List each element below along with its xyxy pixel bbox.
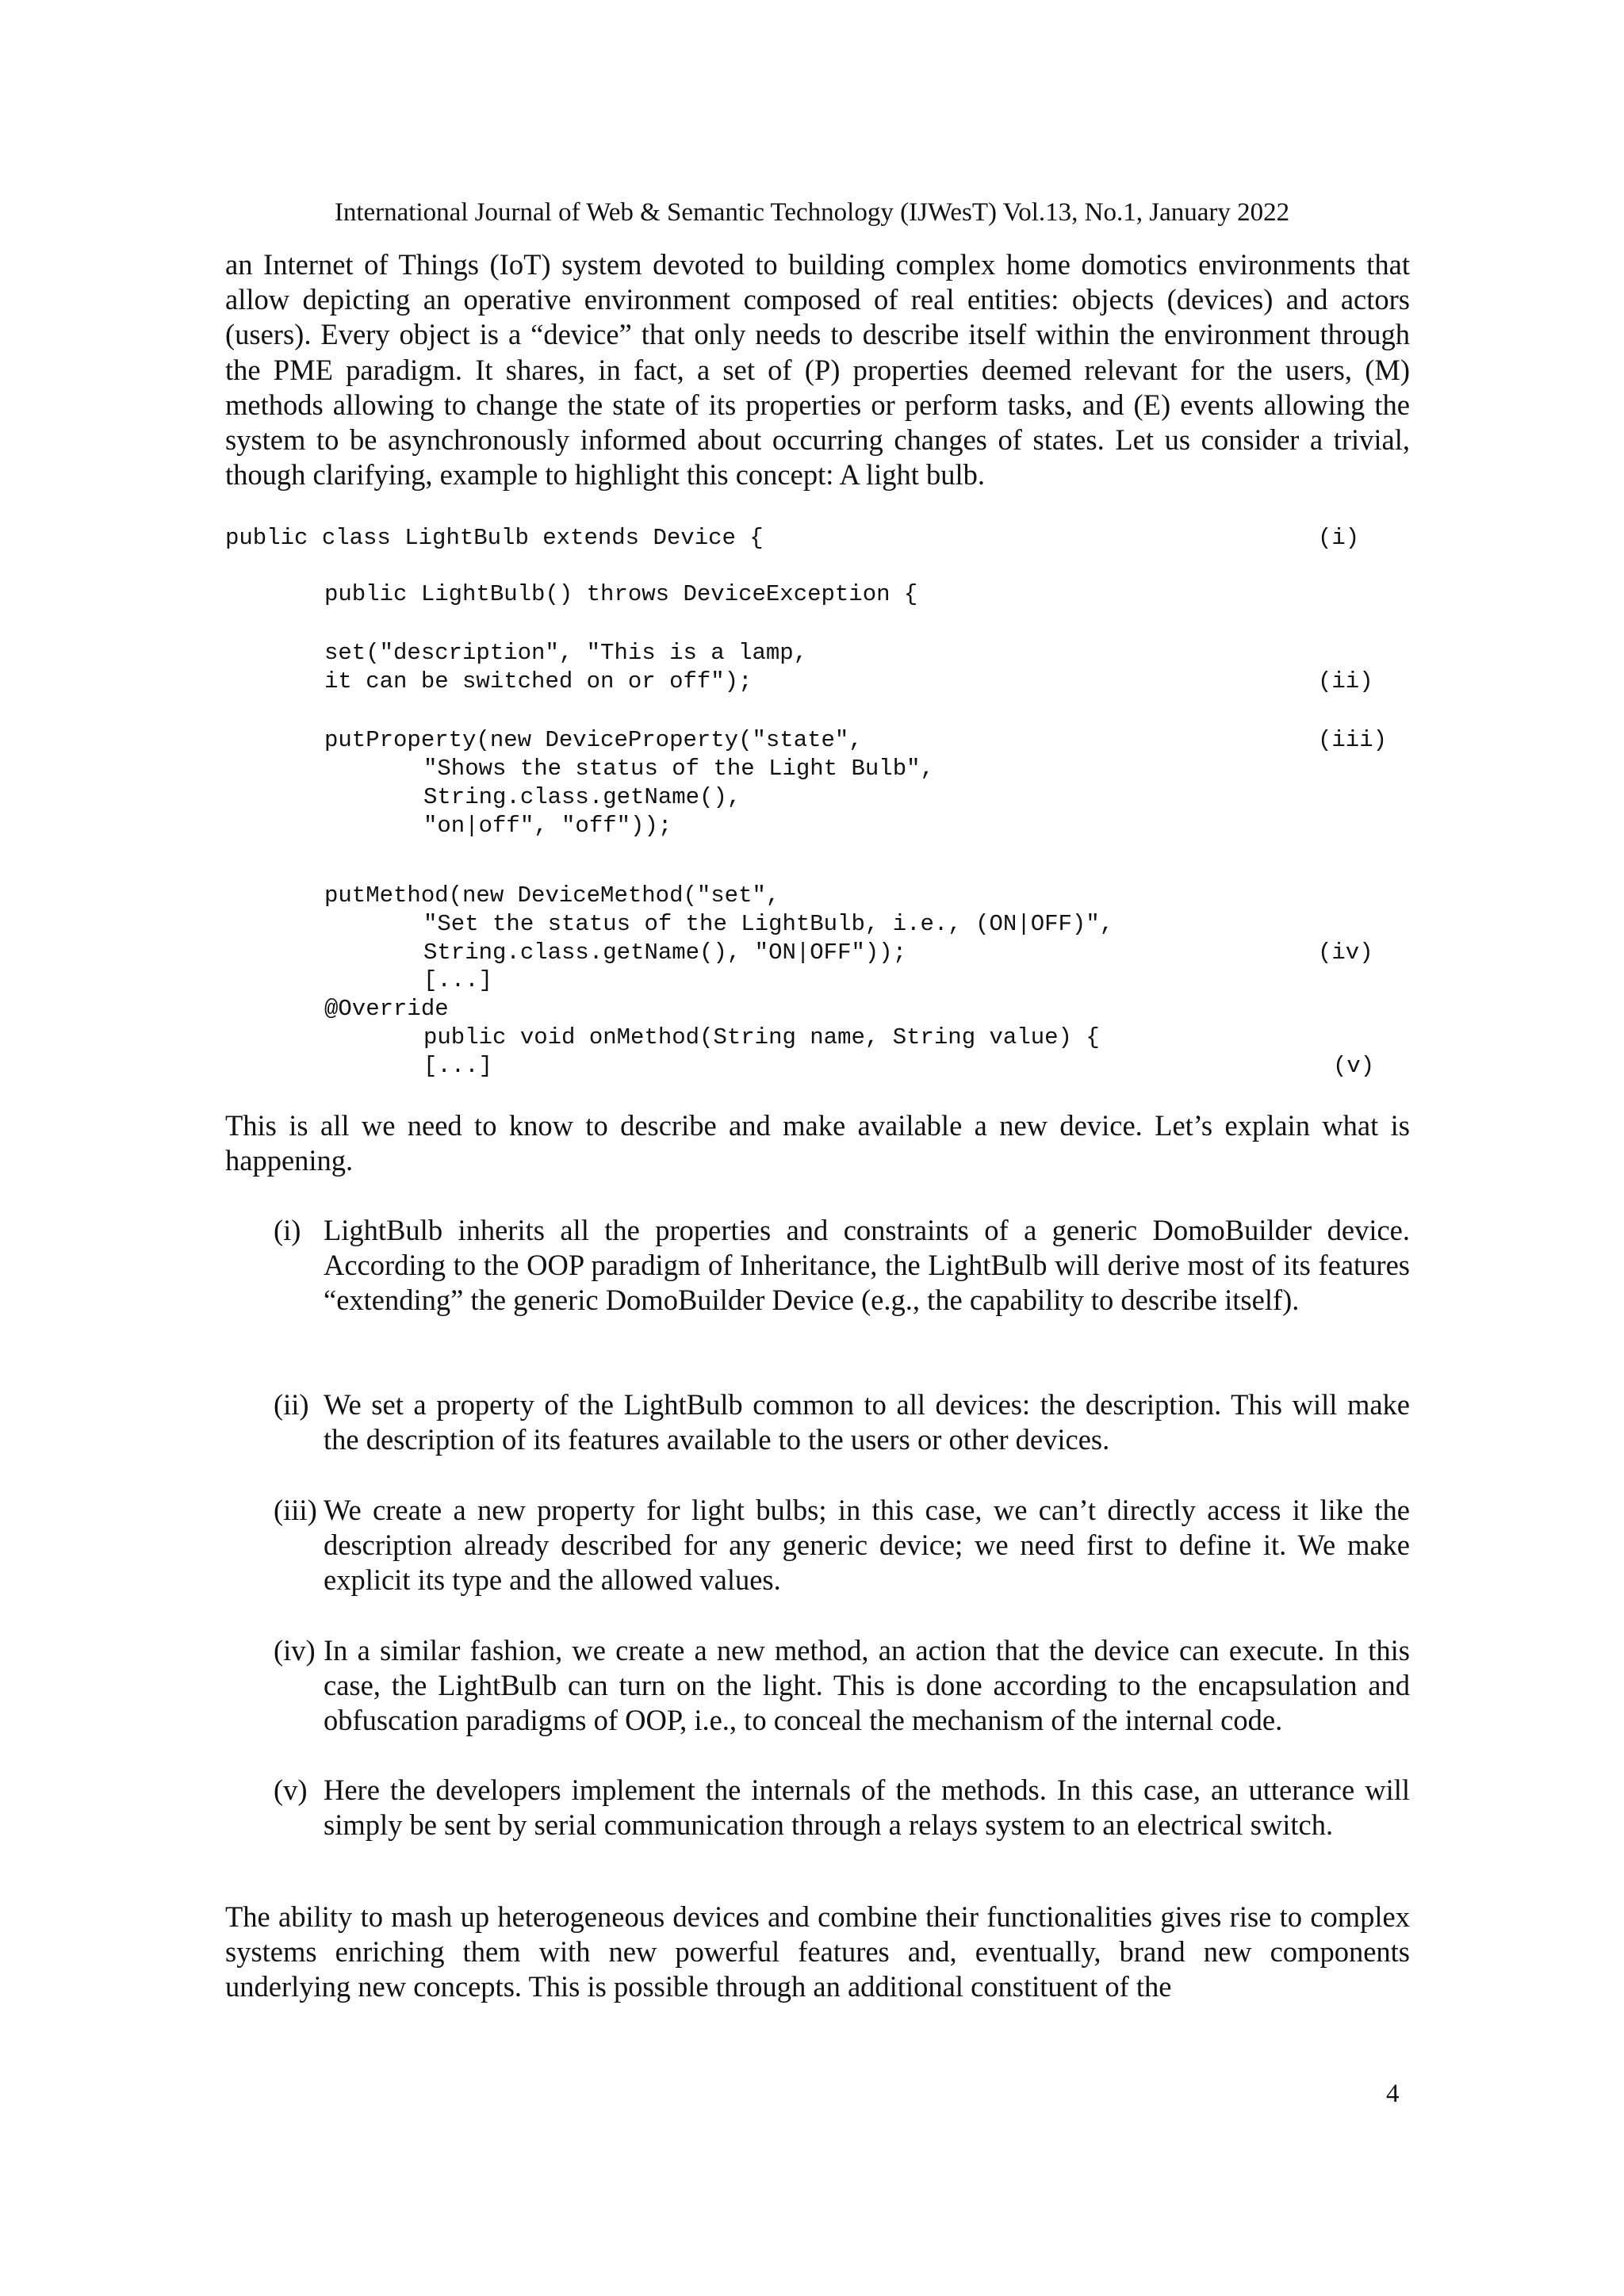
list-item-label: (ii) bbox=[274, 1388, 309, 1421]
code-marker: (ii) bbox=[1318, 668, 1373, 695]
list-item-text: We set a property of the LightBulb common to all devices: the description. This will make the description of its features available to the users or other devices. bbox=[324, 1388, 1410, 1456]
list-item-text: Here the developers implement the internals of the methods. In this case, an utterance will simply be sent by serial communication through a relays system to an electrical switch. bbox=[324, 1774, 1410, 1842]
code-line: putProperty(new DeviceProperty("state", bbox=[324, 727, 863, 753]
intro-paragraph: an Internet of Things (IoT) system devoted to building complex home domotics environments that allow depicting an operative environment composed of real entities: objects (devices) and actors (users). Every object is a “device” that only needs to describe itself within the environment through the PME paradigm. It shares, in fact, a set of (P) properties deemed relevant for the users, (M) methods allowing to change the state of its properties or perform tasks, and (E) events allowing the system to be asynchronously informed about occurring changes of states. Let us consider a trivial, though clarifying, example to highlight this concept: A light bulb. bbox=[225, 248, 1410, 492]
code-line: public class LightBulb extends Device { bbox=[225, 525, 764, 551]
code-marker: (iv) bbox=[1318, 939, 1373, 966]
code-marker: (v) bbox=[1333, 1053, 1375, 1079]
code-line: "on|off", "off")); bbox=[423, 813, 672, 839]
explain-paragraph: This is all we need to know to describe and make available a new device. Let’s explain what is happening. bbox=[225, 1109, 1410, 1177]
code-line: it can be switched on or off"); bbox=[324, 668, 753, 695]
code-line: @Override bbox=[324, 996, 449, 1022]
list-item-label: (iii) bbox=[274, 1494, 317, 1526]
code-line: public void onMethod(String name, String value) { bbox=[423, 1024, 1100, 1050]
code-line: [...] bbox=[423, 967, 493, 993]
code-line: "Set the status of the LightBulb, i.e., (ON|OFF)", bbox=[423, 911, 1114, 937]
list-item-label: (iv) bbox=[274, 1634, 316, 1667]
code-line: set("description", "This is a lamp, bbox=[324, 640, 808, 666]
code-line: public LightBulb() throws DeviceException { bbox=[324, 581, 918, 607]
journal-header: International Journal of Web & Semantic Technology (IJWesT) Vol.13, No.1, January 2022 bbox=[334, 198, 1290, 227]
list-item-text: In a similar fashion, we create a new method, an action that the device can execute. In this case, the LightBulb can turn on the light. This is done according to the encapsulation and obfuscation paradigms of OOP, i.e., to conceal the mechanism of the internal code. bbox=[324, 1634, 1410, 1737]
code-line: "Shows the status of the Light Bulb", bbox=[423, 756, 934, 782]
code-line: String.class.getName(), "ON|OFF")); bbox=[423, 939, 907, 966]
list-item-label: (i) bbox=[274, 1214, 301, 1246]
list-item-label: (v) bbox=[274, 1774, 308, 1806]
code-line: String.class.getName(), bbox=[423, 784, 741, 810]
list-item-text: LightBulb inherits all the properties and constraints of a generic DomoBuilder device. According to the OOP paradigm of Inheritance, the LightBulb will derive most of its features “extending” the generic DomoBuilder Device (e.g., the capability to describe itself). bbox=[324, 1214, 1410, 1317]
code-line: putMethod(new DeviceMethod("set", bbox=[324, 882, 780, 909]
code-marker: (iii) bbox=[1318, 727, 1388, 753]
code-line: [...] bbox=[423, 1053, 493, 1079]
list-item-text: We create a new property for light bulbs; in this case, we can’t directly access it like the description already described for any generic device; we need first to define it. We make explicit its type and the allowed values. bbox=[324, 1494, 1410, 1597]
final-paragraph: The ability to mash up heterogeneous devices and combine their functionalities gives rise to complex systems enriching them with new powerful features and, eventually, brand new components underlying new concepts. This is possible through an additional constituent of the bbox=[225, 1900, 1410, 2003]
code-marker: (i) bbox=[1318, 525, 1360, 551]
page-number: 4 bbox=[1386, 2080, 1400, 2108]
